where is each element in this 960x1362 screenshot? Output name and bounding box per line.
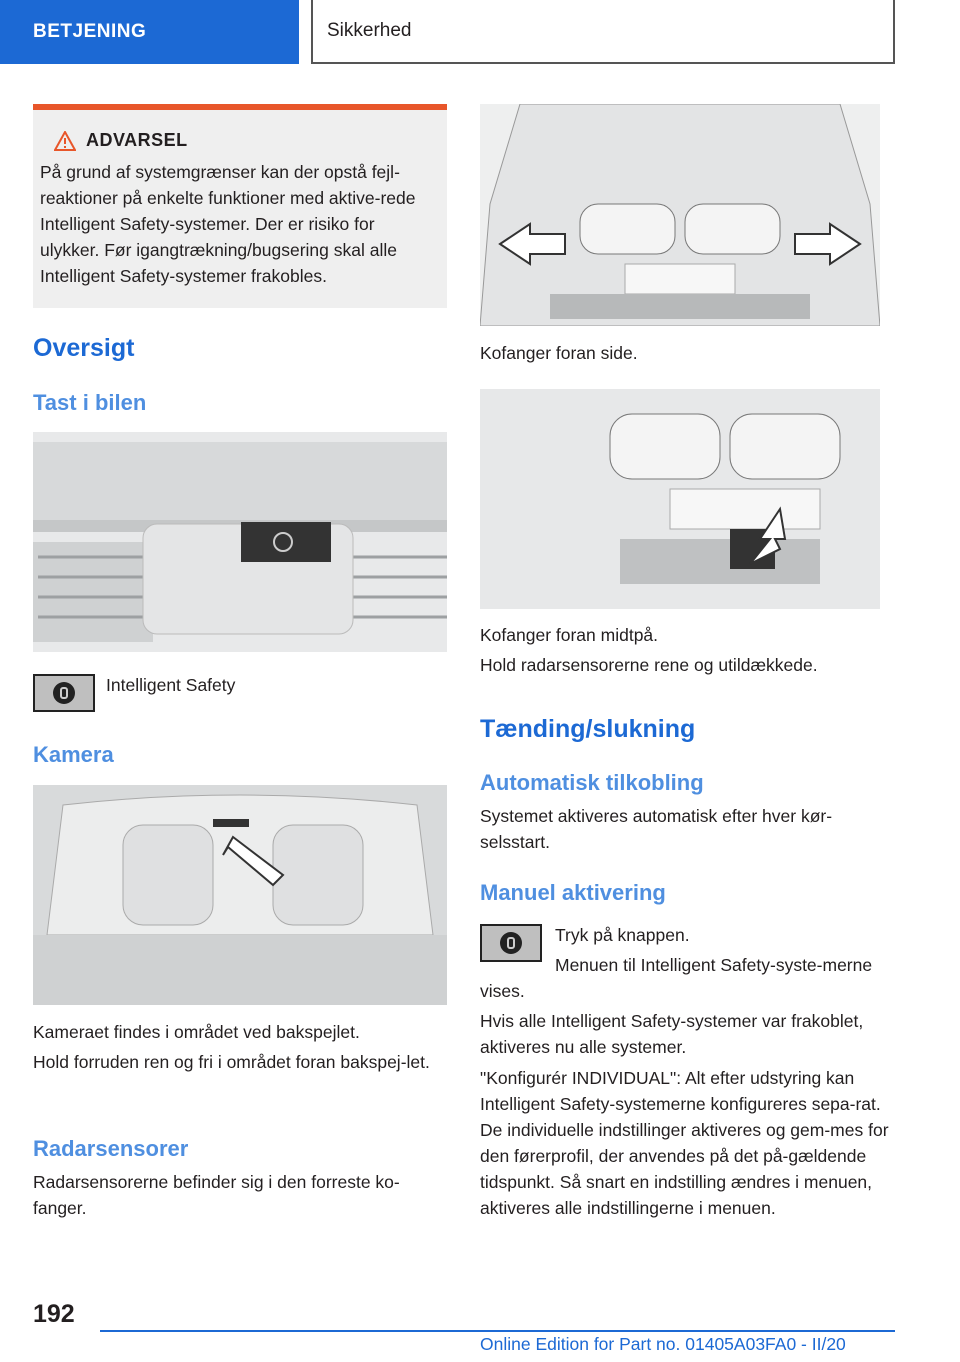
p4: "Konfigurér INDIVIDUAL": Alt efter udstyring kan Intelligent Safety-systemerne konfigureres sepa-rat. De individuelle indstillinger aktiveres og gem-mes for den førerprofil, der anvendes på det på-gældende tidspunkt. Så snart en indstilling ændres i menuen, aktiveres alle indstillingerne i menuen. xyxy=(480,1068,889,1218)
heading-tast: Tast i bilen xyxy=(33,390,147,415)
kamera-p2: Hold forruden ren og fri i området foran bakspej-let. xyxy=(33,1052,430,1072)
car-front-center-illustration xyxy=(480,389,880,609)
heading-manuel: Manuel aktivering xyxy=(480,880,666,905)
heading-kamera: Kamera xyxy=(33,742,114,767)
radar-p1: Radarsensorerne befinder sig i den forreste ko-fanger. xyxy=(33,1172,400,1218)
page-number: 192 xyxy=(33,1300,75,1328)
heading-oversigt: Oversigt xyxy=(33,334,135,362)
caption-center: Kofanger foran midtpå. xyxy=(480,625,659,645)
manuel-p1: Tryk på knappen. xyxy=(555,925,690,945)
caption-side: Kofanger foran side. xyxy=(480,343,638,363)
dashboard-figure xyxy=(33,432,447,652)
bumper-side-figure xyxy=(480,104,880,326)
caption-center-note: Hold radarsensorerne rene og utildækkede. xyxy=(480,655,818,675)
chapter-title: Sikkerhed xyxy=(311,0,895,64)
intelligent-safety-button-icon xyxy=(33,674,95,712)
camera-figure xyxy=(33,785,447,1005)
edition-text: Online Edition for Part no. 01405A03FA0 - II/20 xyxy=(480,1334,846,1354)
auto-p: Systemet aktiveres automatisk efter hver kør-selsstart. xyxy=(480,806,833,852)
heading-taending: Tænding/slukning xyxy=(480,715,696,743)
dashboard-illustration xyxy=(33,432,447,652)
footer-rule xyxy=(100,1330,895,1332)
manuel-p2: Menuen til Intelligent Safety-syste-merne vises. xyxy=(480,955,873,1001)
heading-radar: Radarsensorer xyxy=(33,1136,189,1161)
warning-text: På grund af systemgrænser kan der opstå fejl-reaktioner på enkelte funktioner med aktive-rede Intelligent Safety-systemer. Der er risiko for ulykker. Før igangtrækning/bugsering skal alle Intelligent Safety-systemer frakobles. xyxy=(40,162,416,286)
warning-title: ADVARSEL xyxy=(86,130,188,150)
warning-box xyxy=(33,104,447,308)
heading-auto: Automatisk tilkobling xyxy=(480,770,704,795)
button-label: Intelligent Safety xyxy=(106,675,236,695)
car-front-side-illustration xyxy=(480,104,880,326)
p3: Hvis alle Intelligent Safety-systemer var frakoblet, aktiveres nu alle systemer. xyxy=(480,1011,864,1057)
warning-icon xyxy=(54,131,76,151)
bumper-center-figure xyxy=(480,389,880,609)
kamera-p1: Kameraet findes i området ved bakspejlet. xyxy=(33,1022,360,1042)
car-interior-illustration xyxy=(33,785,447,1005)
section-title: BETJENING xyxy=(0,0,299,64)
